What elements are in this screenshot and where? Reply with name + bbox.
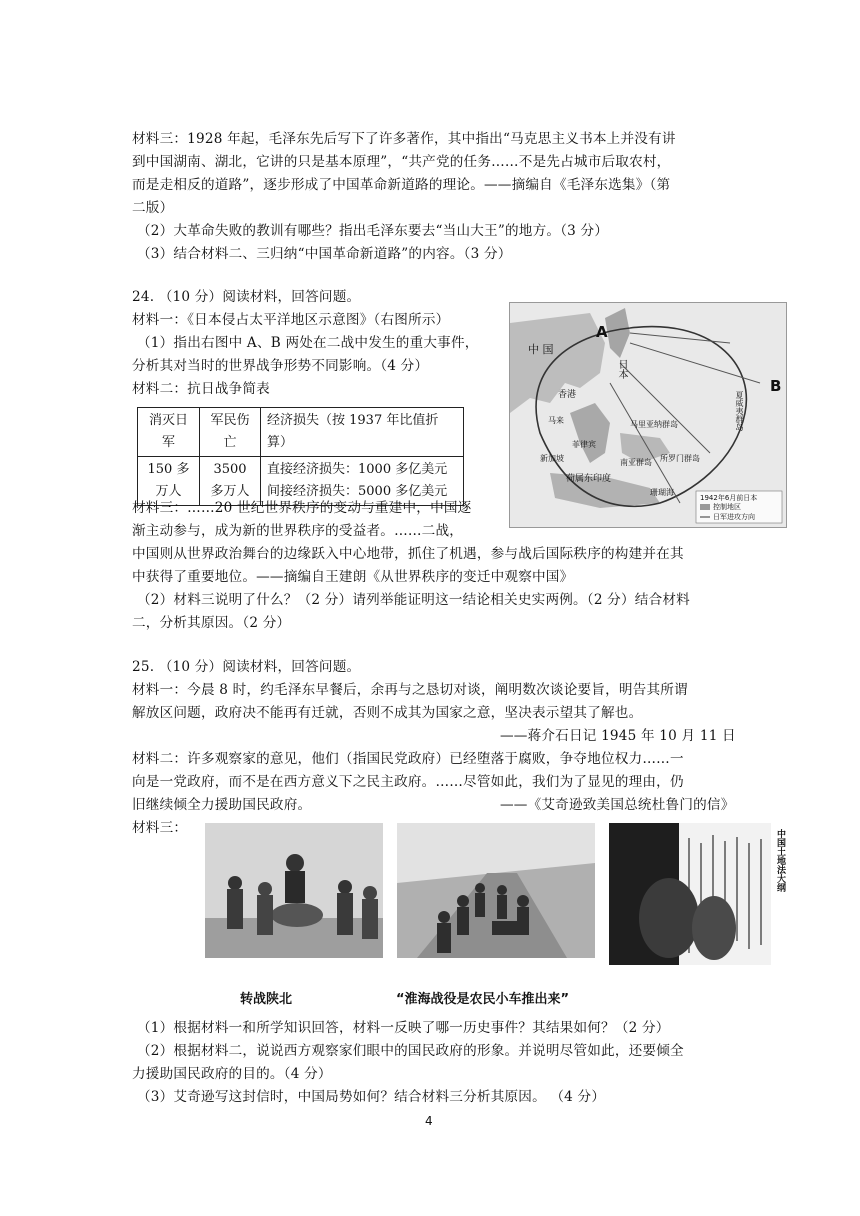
q25-sub-3: （3）艾奇逊写这封信时，中国局势如何？结合材料三分析其原因。 （4 分） bbox=[137, 1089, 606, 1105]
map-legend-title: 1942年6月前日本 bbox=[700, 494, 758, 502]
q24-material-2: 材料二：抗日战争简表 bbox=[132, 381, 270, 397]
photo-huaihai bbox=[397, 823, 595, 958]
q25-sub-2-a: （2）根据材料二，说说西方观察家们眼中的国民政府的形象。并说明尽管如此，还要倾全 bbox=[137, 1043, 684, 1059]
table-header-cell: 经济损失（按 1937 年比值折 算） bbox=[261, 408, 464, 457]
land-law-title: 中国土地法大纲 bbox=[775, 829, 785, 892]
table-row bbox=[138, 408, 464, 457]
map-label-japan: 日本 bbox=[616, 359, 627, 379]
q24-sub-1-a: （1）指出右图中 A、B 两处在二战中发生的重大事件， bbox=[137, 335, 479, 351]
photo-shaanbei bbox=[205, 823, 383, 958]
q24-material-3-d: 中获得了重要地位。——摘编自王建朗《从世界秩序的变迁中观察中国》 bbox=[132, 569, 574, 585]
map-label-solomons: 所罗门群岛 bbox=[660, 454, 700, 463]
q23-sub-3: （3）结合材料二、三归纳“中国革命新道路”的内容。（3 分） bbox=[137, 246, 512, 262]
q24-material-1: 材料一：《日本侵占太平洋地区示意图》（右图所示） bbox=[132, 312, 450, 328]
material-3-line-3: 而是走相反的道路”，逐步形成了中国革命新道路的理论。——摘编自《毛泽东选集》（第 bbox=[132, 177, 671, 193]
page-number: 4 bbox=[425, 1114, 433, 1128]
map-label-south-asia-islands: 南亚群岛 bbox=[620, 458, 652, 467]
q23-sub-2: （2）大革命失败的教训有哪些？指出毛泽东要去“当山大王”的地方。（3 分） bbox=[137, 223, 609, 239]
map-label-coral-sea: 珊瑚海 bbox=[650, 488, 674, 497]
q24-sub-2-a: （2）材料三说明了什么？（2 分）请列举能证明这一结论相关史实两例。（2 分）结合材料 bbox=[137, 592, 690, 608]
photo-land-law bbox=[609, 823, 791, 965]
q25-heading: 25. （10 分）阅读材料，回答问题。 bbox=[132, 659, 361, 675]
map-label-hawaii: 夏威夷群岛 bbox=[735, 391, 744, 431]
q24-sub-1-b: 分析其对当时的世界战争形势不同影响。（4 分） bbox=[132, 358, 429, 374]
material-3-line-4: 二版） bbox=[132, 200, 174, 216]
map-label-hongkong: 香港 bbox=[558, 390, 577, 400]
table-cell: 3500 多万人 bbox=[200, 457, 261, 506]
table-header-cell: 军民伤 亡 bbox=[200, 408, 261, 457]
map-label-singapore: 新加坡 bbox=[540, 454, 564, 463]
q24-material-3-a: 材料三：……20 世纪世界秩序的变动与重建中，中国逐 bbox=[132, 500, 472, 516]
table-header-cell: 消灭日 军 bbox=[138, 408, 200, 457]
q25-material-2-a: 材料二：许多观察家的意见，他们（指国民党政府）已经堕落于腐败，争夺地位权力……一 bbox=[132, 751, 684, 767]
q25-material-1-a: 材料一：今晨 8 时，约毛泽东早餐后，余再与之恳切对谈，阐明数次谈论要旨，明告其所谓 bbox=[132, 682, 688, 698]
q25-material-2-c: 旧继续倾全力援助国民政府。 bbox=[132, 797, 312, 813]
q24-material-3-c: 中国则从世界政治舞台的边缘跃入中心地带，抓住了机遇，参与战后国际秩序的构建并在其 bbox=[132, 546, 684, 562]
q24-sub-2-b: 二，分析其原因。（2 分） bbox=[132, 615, 291, 631]
map-label-b: B bbox=[770, 377, 782, 395]
map-label-marianas: 马里亚纳群岛 bbox=[630, 420, 678, 429]
map-label-malaya: 马来 bbox=[548, 416, 564, 425]
q25-material-1-b: 解放区问题，政府决不能再有迁就，否则不成其为国家之意，坚决表示望其了解也。 bbox=[132, 705, 643, 721]
q25-material-2-source: ——《艾奇逊致美国总统杜鲁门的信》 bbox=[500, 797, 735, 813]
q25-sub-2-b: 力援助国民政府的目的。（4 分） bbox=[132, 1066, 332, 1082]
war-summary-table bbox=[137, 407, 464, 506]
q25-material-2-b: 向是一党政府，而不是在西方意义下之民主政府。……尽管如此，我们为了显见的理由，仍 bbox=[132, 774, 684, 790]
caption-shaanbei: 转战陕北 bbox=[240, 992, 293, 1007]
q25-material-3-label: 材料三： bbox=[132, 820, 188, 836]
material-3-line-2: 到中国湖南、湖北，它讲的只是基本原理”，“共产党的任务……不是先占城市后取农村， bbox=[132, 154, 671, 170]
material-3-line-1: 材料三：1928 年起，毛泽东先后写下了许多著作，其中指出“马克思主义书本上并没有讲 bbox=[132, 131, 676, 147]
caption-huaihai: “淮海战役是农民小车推出来” bbox=[396, 992, 570, 1007]
pacific-map-figure bbox=[509, 302, 787, 528]
q24-heading: 24. （10 分）阅读材料，回答问题。 bbox=[132, 289, 361, 305]
map-legend-arrow: 日军进攻方向 bbox=[713, 513, 755, 521]
map-legend-control: 控制地区 bbox=[713, 503, 741, 511]
q25-sub-1: （1）根据材料一和所学知识回答，材料一反映了哪一历史事件？其结果如何？（2 分） bbox=[137, 1020, 670, 1036]
table-cell: 150 多 万人 bbox=[138, 457, 200, 506]
map-label-china: 中 国 bbox=[528, 343, 554, 356]
map-label-philippines: 菲律宾 bbox=[572, 440, 596, 449]
map-label-a: A bbox=[596, 323, 608, 341]
q24-material-3-b: 渐主动参与，成为新的世界秩序的受益者。……二战， bbox=[132, 523, 464, 539]
table-cell: 直接经济损失：1000 多亿美元 间接经济损失：5000 多亿美元 bbox=[261, 457, 464, 506]
q25-material-1-source: ——蒋介石日记 1945 年 10 月 11 日 bbox=[500, 728, 736, 744]
map-label-dutch-east-indies: 荷属东印度 bbox=[566, 474, 612, 484]
